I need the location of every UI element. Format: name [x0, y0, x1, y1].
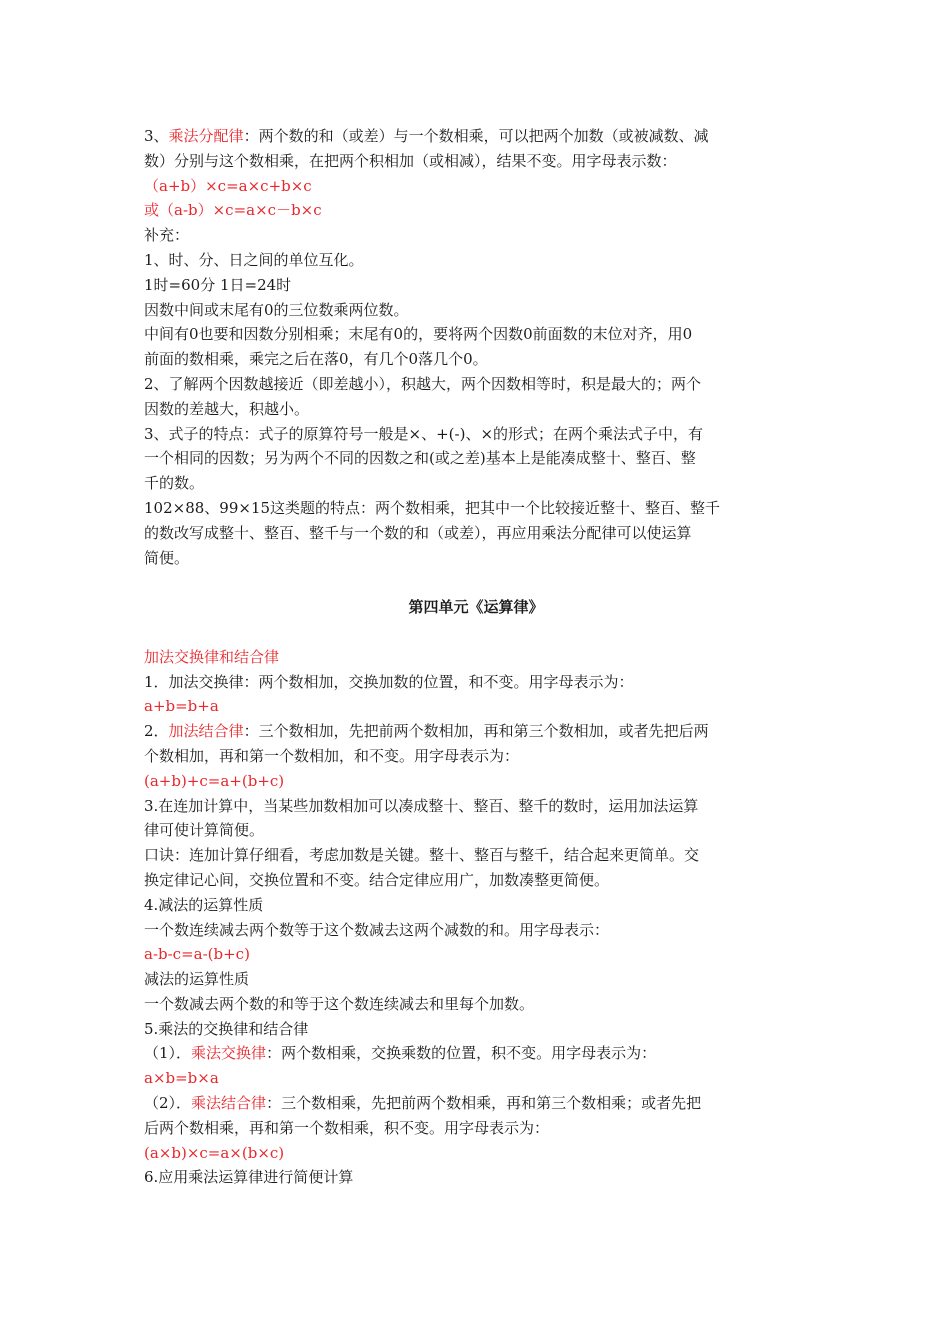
section-heading: 加法交换律和结合律: [144, 647, 280, 666]
supplement-item-1: 1、时、分、日之间的单位互化。: [144, 250, 364, 269]
subtraction-property-text-2: 一个数减去两个数的和等于这个数连续减去和里每个加数。: [144, 994, 535, 1013]
consecutive-addition-line-2: 律可使计算简便。: [144, 821, 265, 840]
distributive-formula-1: （a+b）×c=a×c+b×c: [144, 176, 312, 195]
subtraction-property-heading: 4.减法的运算性质: [144, 895, 264, 914]
supplement-item-3: 因数中间或末尾有0的三位数乘两位数。: [144, 300, 409, 319]
supplement-item-5a: 2、了解两个因数越接近（即差越小），积越大，两个因数相等时，积是最大的；两个: [144, 374, 702, 393]
distributive-law-line-2: 数）分别与这个数相乘，在把两个积相加（或相减），结果不变。用字母表示数：: [144, 151, 677, 170]
subtraction-property-heading-2: 减法的运算性质: [144, 970, 250, 989]
unit-title: 第四单元《运算律》: [408, 598, 544, 617]
supplement-item-5b: 因数的差越大，积越小。: [144, 399, 310, 418]
spacer: [144, 620, 808, 645]
multiplication-commutative-term: 乘法交换律: [191, 1044, 267, 1063]
supplement-item-7b: 的数改写成整十、整百、整千与一个数的和（或差），再应用乘法分配律可以使运算: [144, 523, 692, 542]
supplement-item-7c: 简便。: [144, 548, 190, 567]
addition-commutative-line: 1．加法交换律：两个数相加，交换加数的位置，和不变。用字母表示为：: [144, 672, 634, 691]
document-page: [144, 124, 808, 1190]
multiplication-associative-formula: (a×b)×c=a×(b×c): [144, 1143, 285, 1162]
subtraction-property-formula: a-b-c=a-(b+c): [144, 945, 250, 964]
distributive-formula-2: 或（a-b）×c=a×c－b×c: [144, 201, 322, 220]
supplement-item-4b: 前面的数相乘，乘完之后在落0，有几个0落几个0。: [144, 350, 488, 369]
simplified-calculation-heading: 6.应用乘法运算律进行简便计算: [144, 1168, 354, 1187]
supplement-item-2: 1时=60分 1日=24时: [144, 275, 292, 294]
consecutive-addition-line-1: 3.在连加计算中，当某些加数相加可以凑成整十、整百、整千的数时，运用加法运算: [144, 796, 699, 815]
addition-associative-term: 加法结合律: [168, 722, 244, 741]
mnemonic-line-1: 口诀：连加计算仔细看，考虑加数是关键。整十、整百与整千，结合起来更简单。交: [144, 846, 700, 865]
addition-associative-line-2: 个数相加，再和第一个数相加，和不变。用字母表示为：: [144, 746, 520, 765]
distributive-law-term: 乘法分配律: [168, 127, 244, 145]
supplement-item-6a: 3、式子的特点：式子的原算符号一般是×、+(-)、×的形式；在两个乘法式子中，有: [144, 424, 704, 443]
multiplication-laws-heading: 5.乘法的交换律和结合律: [144, 1019, 309, 1038]
mnemonic-line-2: 换定律记心间，交换位置和不变。结合定律应用广，加数凑整更简便。: [144, 870, 610, 889]
supplement-item-6b: 一个相同的因数；另为两个不同的因数之和(或之差)基本上是能凑成整十、整百、整: [144, 449, 696, 468]
addition-associative-line-1: 2．加法结合律：三个数相加，先把前两个数相加，再和第三个数相加，或者先把后两: [144, 722, 709, 741]
supplement-item-7a: 102×88、99×15这类题的特点：两个数相乘，把其中一个比较接近整十、整百、整千: [144, 498, 721, 517]
supplement-label: 补充：: [144, 226, 190, 245]
multiplication-commutative-formula: a×b=b×a: [144, 1069, 219, 1088]
multiplication-associative-line-1: （2）．乘法结合律：三个数相乘，先把前两个数相乘，再和第三个数相乘；或者先把: [144, 1094, 702, 1113]
spacer: [144, 570, 808, 595]
addition-commutative-formula: a+b=b+a: [144, 697, 219, 716]
addition-associative-formula: (a+b)+c=a+(b+c): [144, 771, 285, 790]
multiplication-associative-term: 乘法结合律: [191, 1094, 267, 1113]
distributive-law-line-1: 3、乘法分配律：两个数的和（或差）与一个数相乘，可以把两个加数（或被减数、减: [144, 127, 709, 145]
supplement-item-6c: 千的数。: [144, 474, 205, 493]
multiplication-associative-line-2: 后两个数相乘，再和第一个数相乘，积不变。用字母表示为：: [144, 1118, 550, 1137]
multiplication-commutative-line: （1）．乘法交换律：两个数相乘，交换乘数的位置，积不变。用字母表示为：: [144, 1044, 657, 1063]
supplement-item-4a: 中间有0也要和因数分别相乘；末尾有0的，要将两个因数0前面数的末位对齐，用0: [144, 325, 693, 344]
subtraction-property-text: 一个数连续减去两个数等于这个数减去这两个减数的和。用字母表示：: [144, 920, 610, 939]
